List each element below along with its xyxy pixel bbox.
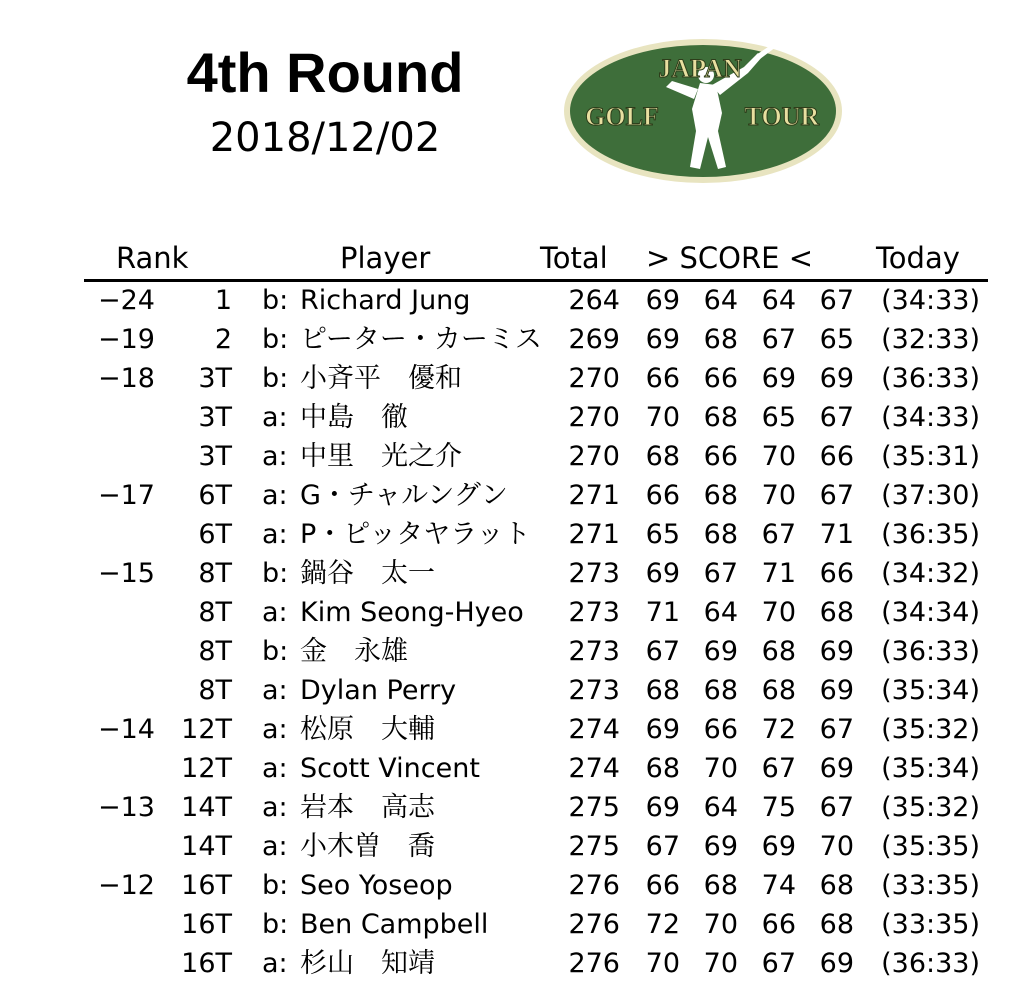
row-to-par: −12 [98,870,155,901]
row-prefix: a: [262,402,288,433]
table-row [0,476,1024,515]
table-row [0,710,1024,749]
row-round-2: 68 [703,519,738,550]
row-round-1: 69 [645,324,680,355]
row-round-2: 69 [703,636,738,667]
row-rank: 14T [181,792,232,823]
row-round-1: 68 [645,675,680,706]
table-row [0,905,1024,944]
row-to-par: −18 [98,363,155,394]
row-total: 275 [568,831,620,862]
row-round-4: 67 [819,480,854,511]
row-rank: 16T [181,948,232,979]
row-round-3: 71 [761,558,796,589]
row-total: 269 [568,324,620,355]
row-round-3: 65 [761,402,796,433]
table-row [0,554,1024,593]
row-today: (32:33) [881,324,980,355]
logo-text-line1: JAPAN [658,54,742,83]
row-round-1: 67 [645,831,680,862]
row-round-3: 70 [761,480,796,511]
row-total: 273 [568,675,620,706]
row-to-par [98,593,162,632]
row-today: (36:33) [881,363,980,394]
row-round-4: 69 [819,948,854,979]
row-round-3: 68 [761,675,796,706]
row-round-4: 70 [819,831,854,862]
row-prefix: b: [262,324,289,355]
row-round-4: 69 [819,636,854,667]
row-round-3: 67 [761,753,796,784]
row-rank: 16T [181,870,232,901]
logo-text-tour: TOUR [744,102,820,131]
row-today: (34:33) [881,285,980,316]
row-player-name: 鍋谷 太一 [300,558,435,589]
table-row [0,827,1024,866]
row-round-1: 69 [645,558,680,589]
row-round-4: 69 [819,363,854,394]
row-total: 273 [568,597,620,628]
row-player-name: 金 永雄 [300,636,408,667]
row-round-3: 67 [761,519,796,550]
row-round-4: 69 [819,675,854,706]
row-round-3: 68 [761,636,796,667]
row-prefix: a: [262,753,288,784]
row-rank: 6T [198,480,232,511]
row-round-3: 74 [761,870,796,901]
row-total: 276 [568,909,620,940]
row-today: (36:35) [881,519,980,550]
row-total: 276 [568,870,620,901]
row-player-name: Ben Campbell [300,909,489,940]
japan-golf-tour-logo [560,35,846,187]
row-prefix: a: [262,948,288,979]
row-rank: 2 [214,324,232,355]
row-today: (37:30) [881,480,980,511]
row-round-1: 66 [645,480,680,511]
row-round-1: 66 [645,363,680,394]
table-row [0,788,1024,827]
column-header-rank: Rank [116,241,189,275]
row-to-par [98,827,162,866]
row-player-name: 中島 徹 [300,402,408,433]
row-prefix: b: [262,285,289,316]
row-rank: 8T [198,558,232,589]
row-round-3: 75 [761,792,796,823]
row-round-4: 71 [819,519,854,550]
row-rank: 12T [181,714,232,745]
row-today: (35:34) [881,675,980,706]
column-header-score: > SCORE < [646,241,813,275]
page-title: 4th Round [186,41,464,104]
row-to-par [98,632,162,671]
row-round-2: 70 [703,909,738,940]
table-row [0,359,1024,398]
row-total: 270 [568,441,620,472]
row-today: (35:31) [881,441,980,472]
row-round-1: 66 [645,870,680,901]
row-round-2: 66 [703,441,738,472]
table-row [0,320,1024,359]
row-rank: 8T [198,675,232,706]
row-rank: 3T [198,363,232,394]
row-round-2: 66 [703,714,738,745]
row-round-1: 72 [645,909,680,940]
row-round-4: 67 [819,402,854,433]
row-rank: 8T [198,636,232,667]
row-to-par: −15 [98,558,155,589]
row-total: 270 [568,402,620,433]
row-today: (33:35) [881,909,980,940]
row-player-name: Seo Yoseop [300,870,453,901]
row-round-4: 67 [819,714,854,745]
row-round-4: 68 [819,909,854,940]
row-player-name: P・ピッタヤラット [300,519,531,550]
table-row [0,671,1024,710]
column-header-today: Today [876,241,960,275]
row-player-name: 中里 光之介 [300,441,462,472]
row-round-4: 68 [819,597,854,628]
table-row [0,866,1024,905]
row-round-3: 70 [761,597,796,628]
row-total: 274 [568,714,620,745]
row-round-4: 66 [819,558,854,589]
row-rank: 3T [198,402,232,433]
row-prefix: a: [262,597,288,628]
row-round-1: 68 [645,441,680,472]
row-total: 271 [568,519,620,550]
row-rank: 14T [181,831,232,862]
row-round-1: 69 [645,285,680,316]
column-header-total: Total [540,241,608,275]
row-to-par [98,437,162,476]
row-today: (36:33) [881,636,980,667]
row-player-name: Kim Seong-Hyeo [300,597,524,628]
row-today: (36:33) [881,948,980,979]
row-round-3: 67 [761,948,796,979]
row-round-4: 67 [819,285,854,316]
row-total: 275 [568,792,620,823]
row-prefix: b: [262,870,289,901]
row-player-name: Scott Vincent [300,753,480,784]
column-header-player: Player [340,241,431,275]
row-round-1: 70 [645,948,680,979]
row-round-3: 72 [761,714,796,745]
row-prefix: a: [262,831,288,862]
table-row [0,944,1024,983]
row-rank: 6T [198,519,232,550]
row-today: (35:35) [881,831,980,862]
row-total: 273 [568,558,620,589]
row-prefix: b: [262,558,289,589]
row-round-4: 67 [819,792,854,823]
row-total: 271 [568,480,620,511]
row-prefix: a: [262,792,288,823]
row-round-2: 66 [703,363,738,394]
row-player-name: 小木曽 喬 [300,831,435,862]
row-round-1: 69 [645,792,680,823]
row-to-par: −13 [98,792,155,823]
row-round-4: 66 [819,441,854,472]
row-round-2: 68 [703,870,738,901]
row-rank: 12T [181,753,232,784]
row-today: (35:34) [881,753,980,784]
row-prefix: a: [262,714,288,745]
row-prefix: b: [262,363,289,394]
row-round-1: 70 [645,402,680,433]
row-round-2: 67 [703,558,738,589]
row-to-par: −24 [98,285,155,316]
row-to-par [98,749,162,788]
logo-text-golf: GOLF [585,102,659,131]
row-total: 276 [568,948,620,979]
leaderboard-table [0,281,1024,983]
row-prefix: a: [262,519,288,550]
row-today: (34:33) [881,402,980,433]
row-round-1: 68 [645,753,680,784]
row-prefix: a: [262,480,288,511]
table-row [0,632,1024,671]
row-player-name: 杉山 知靖 [300,948,435,979]
row-prefix: b: [262,909,289,940]
row-player-name: 松原 大輔 [300,714,435,745]
table-row [0,281,1024,320]
row-total: 270 [568,363,620,394]
row-to-par [98,398,162,437]
row-today: (34:34) [881,597,980,628]
row-round-1: 69 [645,714,680,745]
row-player-name: 小斉平 優和 [300,363,462,394]
row-round-3: 69 [761,363,796,394]
row-player-name: Dylan Perry [300,675,457,706]
row-round-3: 66 [761,909,796,940]
row-rank: 8T [198,597,232,628]
table-row [0,515,1024,554]
table-row [0,398,1024,437]
row-round-4: 65 [819,324,854,355]
row-total: 264 [568,285,620,316]
row-to-par: −14 [98,714,155,745]
row-total: 273 [568,636,620,667]
row-to-par: −17 [98,480,155,511]
row-round-3: 64 [761,285,796,316]
table-row [0,593,1024,632]
row-to-par [98,905,162,944]
row-prefix: a: [262,675,288,706]
row-round-2: 68 [703,402,738,433]
row-player-name: 岩本 高志 [300,792,435,823]
row-today: (35:32) [881,714,980,745]
table-row [0,749,1024,788]
row-to-par [98,515,162,554]
row-to-par: −19 [98,324,155,355]
row-to-par [98,671,162,710]
row-round-2: 70 [703,948,738,979]
row-today: (35:32) [881,792,980,823]
row-round-3: 70 [761,441,796,472]
row-round-1: 65 [645,519,680,550]
row-player-name: G・チャルングン [300,480,508,511]
row-round-2: 68 [703,675,738,706]
row-round-1: 71 [645,597,680,628]
table-row [0,437,1024,476]
row-player-name: ピーター・カーミス [300,324,542,355]
row-rank: 1 [214,285,232,316]
row-round-1: 67 [645,636,680,667]
row-today: (33:35) [881,870,980,901]
row-rank: 16T [181,909,232,940]
row-round-2: 69 [703,831,738,862]
logo-graphic [560,35,846,187]
row-rank: 3T [198,441,232,472]
row-round-4: 69 [819,753,854,784]
row-player-name: Richard Jung [300,285,471,316]
row-round-2: 68 [703,324,738,355]
row-to-par [98,944,162,983]
row-total: 274 [568,753,620,784]
round-date: 2018/12/02 [209,115,441,161]
row-round-2: 68 [703,480,738,511]
row-round-2: 64 [703,285,738,316]
row-round-3: 69 [761,831,796,862]
row-prefix: b: [262,636,289,667]
row-round-2: 64 [703,792,738,823]
row-round-4: 68 [819,870,854,901]
row-round-2: 64 [703,597,738,628]
row-today: (34:32) [881,558,980,589]
row-round-3: 67 [761,324,796,355]
row-round-2: 70 [703,753,738,784]
row-prefix: a: [262,441,288,472]
